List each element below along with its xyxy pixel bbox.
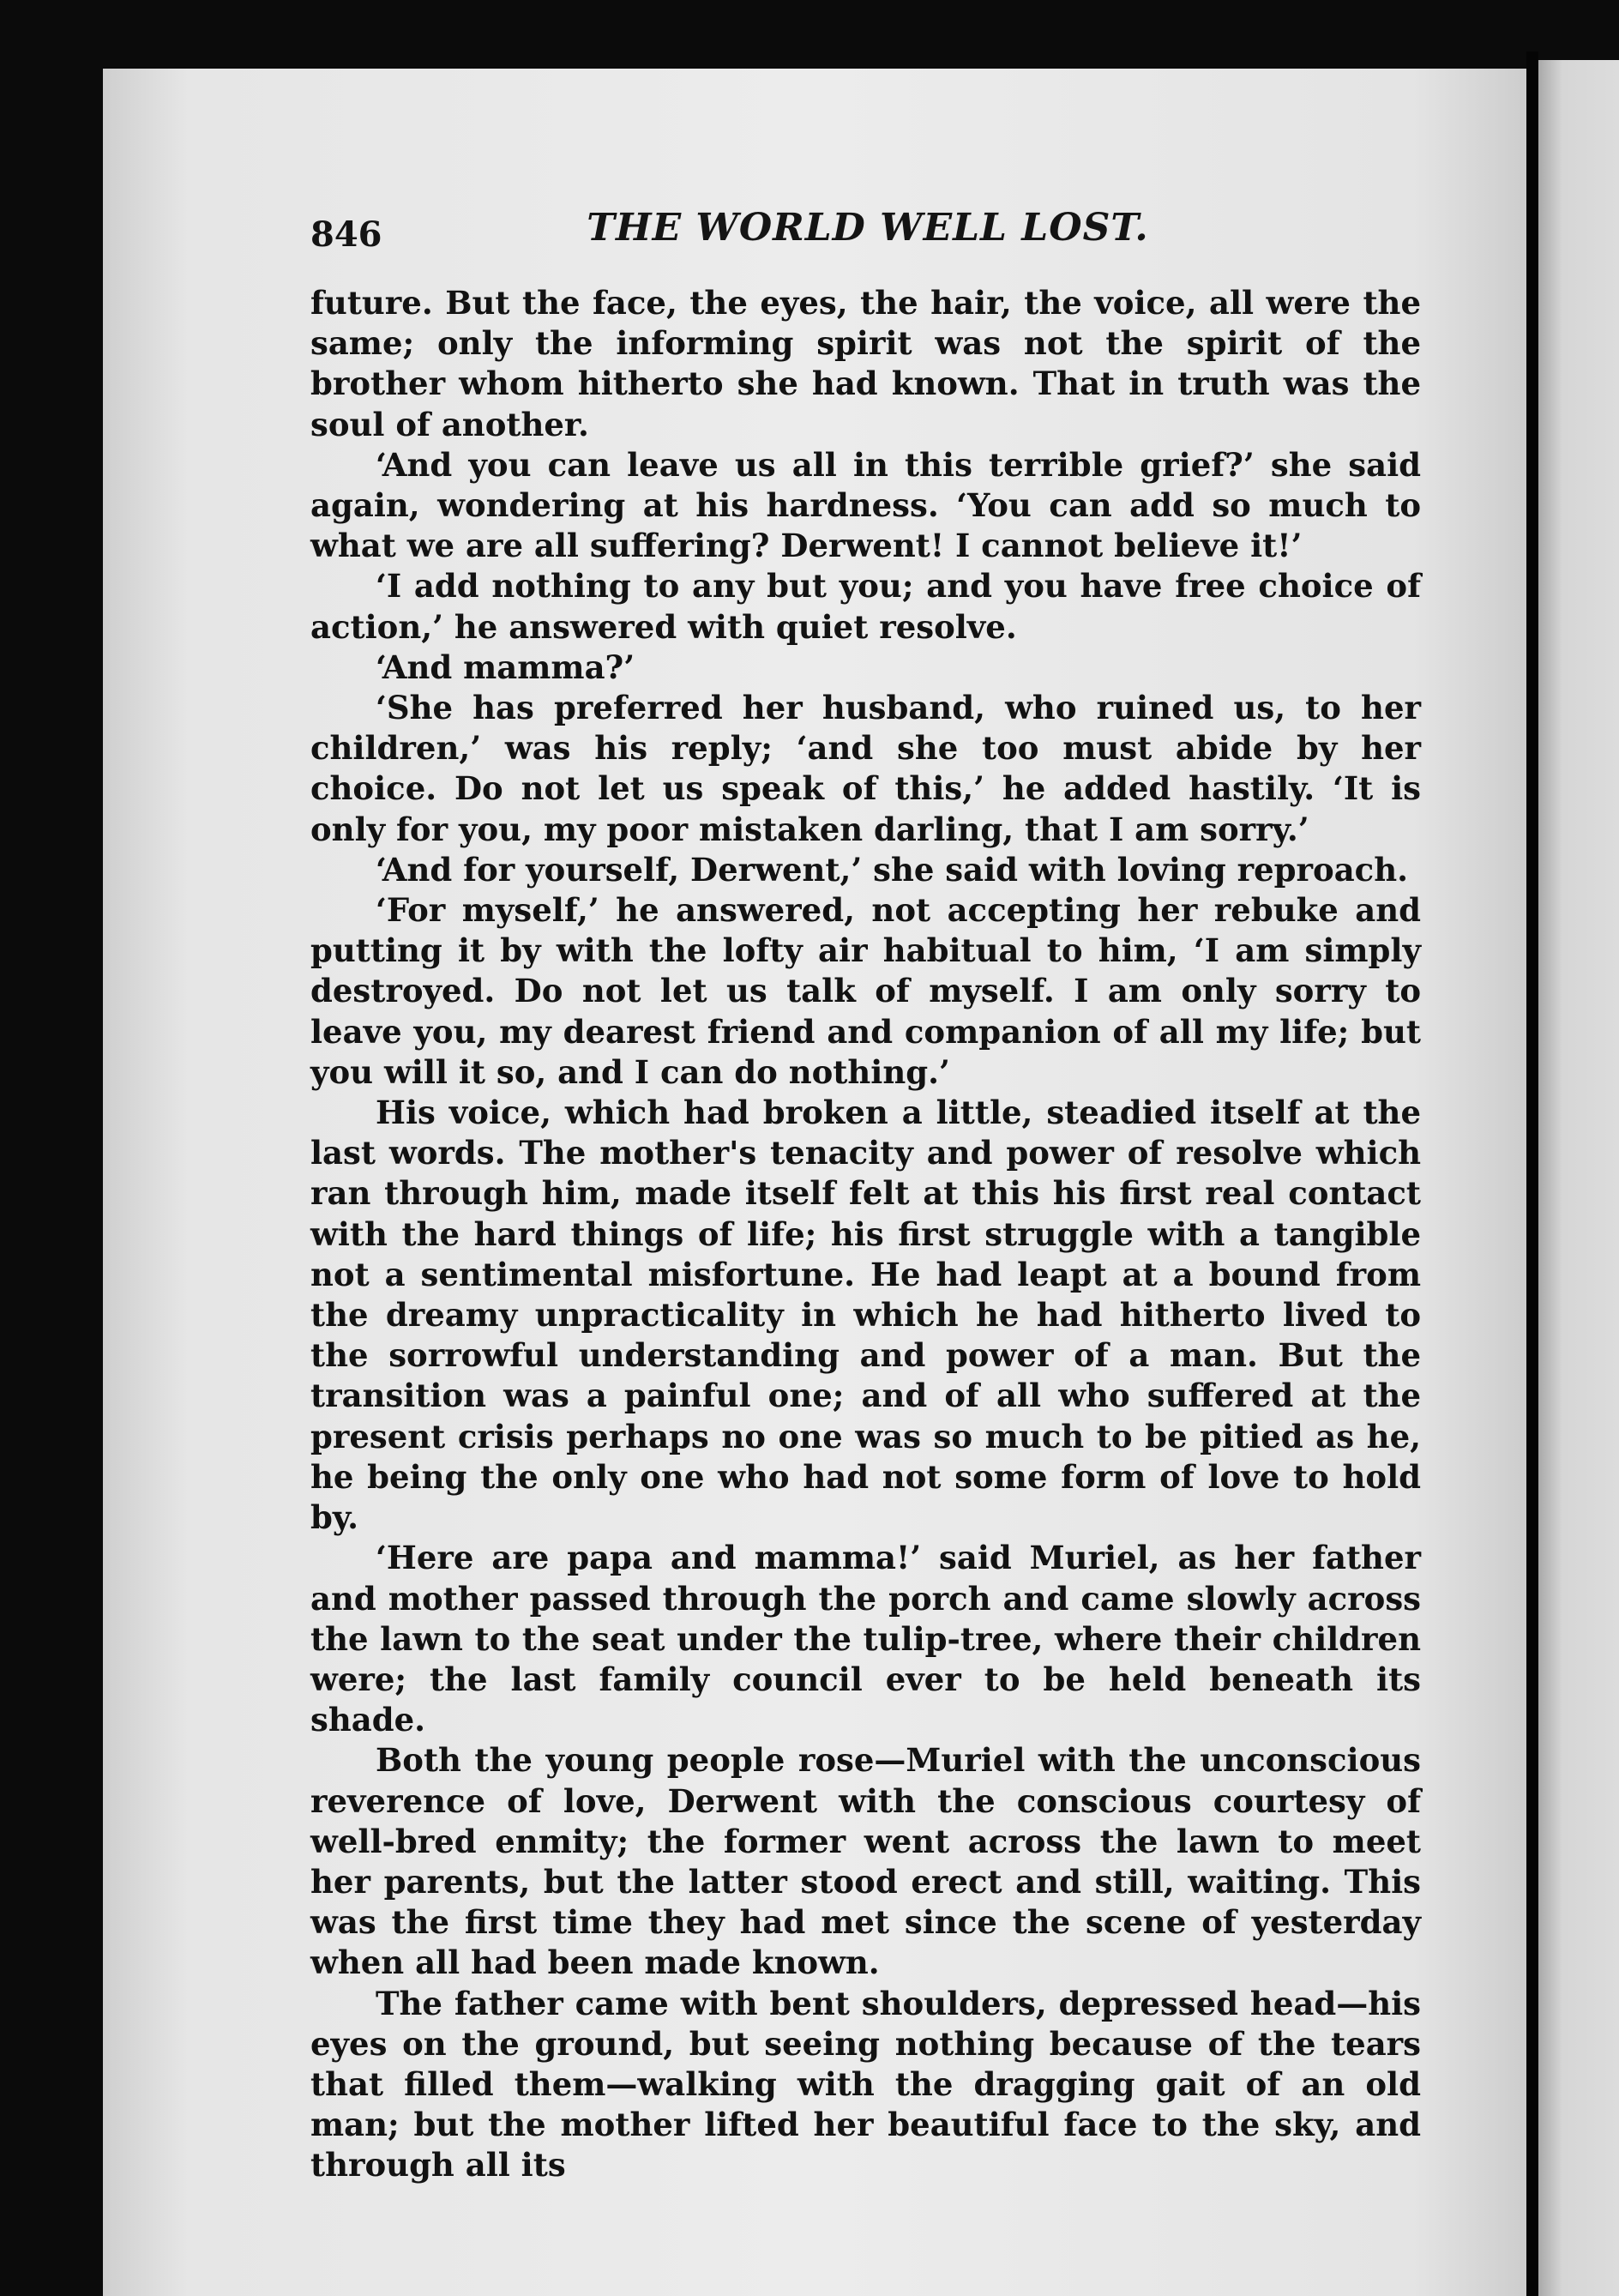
page-number: 846 [310,214,382,255]
body-text [310,283,1421,2186]
facing-page-edge [1538,60,1619,2296]
paragraph: ‘For myself,’ he answered, not accepting her rebuke and putting it by with the lofty air habitual to him, ‘I am simply destroyed. Do not let us talk of myself. I am only sorry to leave you, my dearest friend and companion of all my life; but you will it so, and I can do nothing.’ [310,891,1421,1091]
running-title: THE WORLD WELL LOST. [587,206,1149,250]
running-head [310,206,1425,266]
page-edge-shadow [1526,51,1538,2296]
paragraph: His voice, which had broken a little, steadied itself at the last words. The mother's tenacity and power of resolve which ran through him, made itself felt at this his first real contact with the hard things of life; his first struggle with a tangible not a sentimental misfortune. He had leapt at a bound from the dreamy unpracticality in which he had hitherto lived to the sorrowful understanding and power of a man. But the transition was a painful one; and of all who suffered at the present crisis perhaps no one was so much to be pitied as he, he being the only one who had not some form of love to hold by. [310,1094,1421,1537]
paragraph: ‘Here are papa and mamma!’ said Muriel, as her father and mother passed through the porch and came slowly across the lawn to the seat under the tulip-tree, where their children were; the last family council ever to be held beneath its shade. [310,1539,1421,1739]
paragraph: ‘She has preferred her husband, who ruined us, to her children,’ was his reply; ‘and she too must abide by her choice. Do not let us speak of this,’ he added hastily. ‘It is only for you, my poor mistaken darling, that I am sorry.’ [310,689,1421,848]
paragraph: future. But the face, the eyes, the hair, the voice, all were the same; only the informing spirit was not the spirit of the brother whom hitherto she had known. That in truth was the soul of another. [310,284,1421,443]
paragraph: ‘And mamma?’ [376,648,635,686]
paragraph: ‘And you can leave us all in this terrible grief?’ she said again, wondering at his hardness. ‘You can add so much to what we are all suffering? Derwent! I cannot believe it!’ [310,445,1421,565]
paragraph: Both the young people rose—Muriel with the unconscious reverence of love, Derwent with the conscious courtesy of well-bred enmity; the former went across the lawn to meet her parents, but the latter stood erect and still, waiting. This was the first time they had met since the scene of yesterday when all had been made known. [310,1741,1421,1982]
paragraph: The father came with bent shoulders, depressed head—his eyes on the ground, but seeing nothing because of the tears that filled them—walking with the dragging gait of an old man; but the mother lifted her beautiful face to the sky, and through all its [310,1984,1421,2185]
paragraph: ‘I add nothing to any but you; and you have free choice of action,’ he answered with quiet resolve. [310,567,1421,646]
paragraph: ‘And for yourself, Derwent,’ she said with loving reproach. [376,850,1408,889]
